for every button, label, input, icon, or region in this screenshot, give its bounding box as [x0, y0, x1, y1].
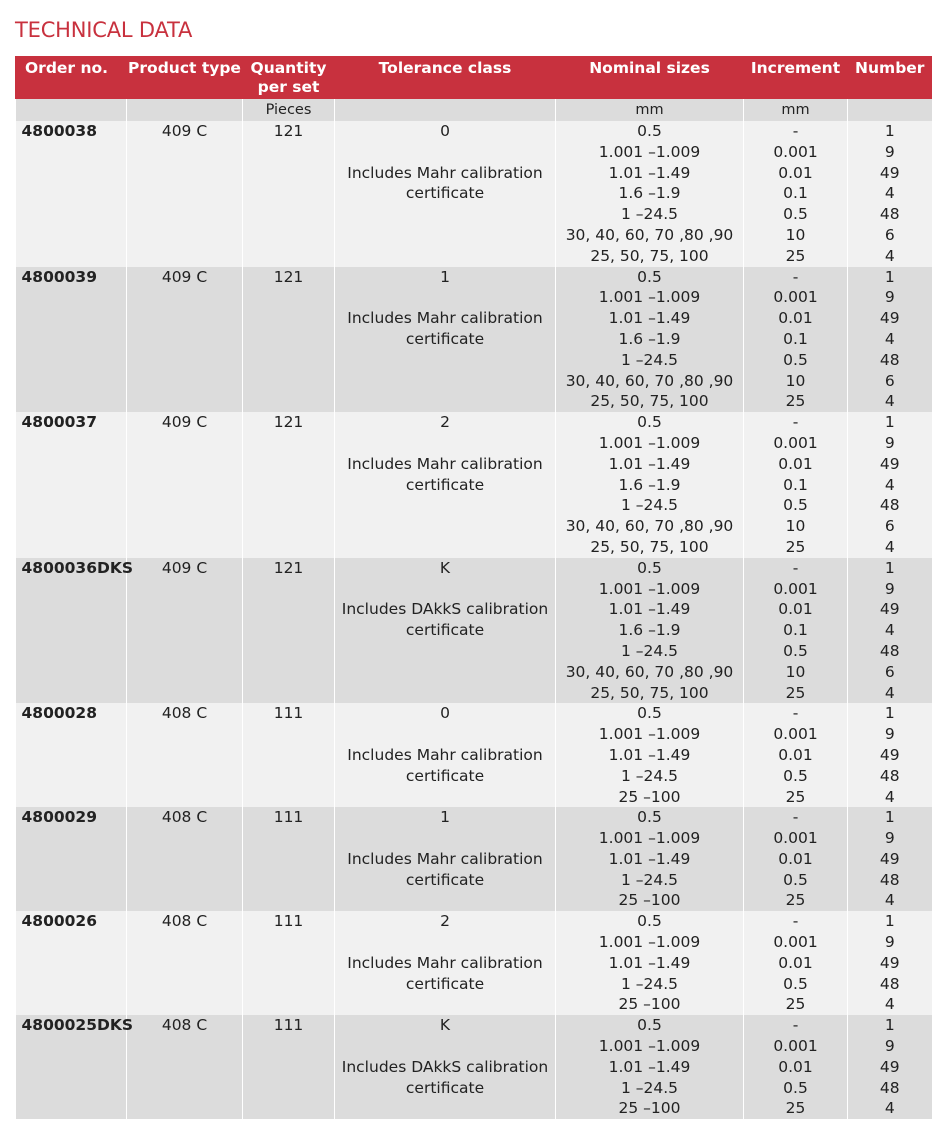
table-row: [16, 412, 932, 558]
increment-value: 0.5: [783, 205, 808, 224]
tolerance-class: K: [439, 558, 451, 577]
order-number: 4800029: [21, 808, 97, 827]
quantity-per-set: 111: [273, 912, 304, 931]
nominal-size: 1.01 –1.49: [608, 454, 691, 473]
nominal-size: 0.5: [637, 808, 662, 827]
unit-nominal: mm: [556, 99, 744, 121]
number-value: 1: [884, 413, 895, 432]
header-increment: Increment: [744, 56, 848, 99]
product-row-group: [16, 911, 932, 1015]
number-value: 49: [879, 454, 900, 473]
product-row-group: [16, 121, 932, 267]
table-row: [16, 703, 932, 807]
tolerance-class: 2: [440, 912, 450, 931]
order-number: 4800026: [21, 912, 97, 931]
unit-increment: mm: [744, 99, 848, 121]
number-value: 9: [884, 725, 895, 744]
nominal-size: 30, 40, 60, 70 ,80 ,90: [565, 662, 734, 681]
unit-number: [848, 99, 932, 121]
nominal-size: 1 –24.5: [620, 870, 679, 889]
increment-value: 0.01: [778, 309, 813, 328]
numbers-list: [848, 807, 932, 911]
increments-list: [744, 267, 847, 413]
nominal-sizes-list: [556, 412, 743, 558]
order-number: 4800037: [21, 413, 97, 432]
product-type: 408 C: [161, 704, 208, 723]
nominal-size: 25, 50, 75, 100: [590, 246, 709, 265]
order-number: 4800038: [21, 122, 97, 140]
calibration-certificate: Includes DAkkS calibration certificate: [341, 1057, 549, 1097]
nominal-size: 1.6 –1.9: [618, 475, 681, 494]
numbers-list: [848, 267, 932, 413]
increment-value: 10: [785, 517, 806, 536]
increment-value: 0.001: [773, 433, 818, 452]
number-value: 49: [879, 1057, 900, 1076]
product-type: 409 C: [161, 122, 208, 140]
order-number: 4800025DKS: [21, 1016, 134, 1035]
number-value: 9: [884, 288, 895, 307]
increment-value: 0.01: [778, 849, 813, 868]
number-value: 48: [879, 1078, 900, 1097]
nominal-size: 0.5: [637, 912, 662, 931]
nominal-size: 25, 50, 75, 100: [590, 683, 709, 702]
product-type: 408 C: [161, 1016, 208, 1035]
increment-value: 0.01: [778, 745, 813, 764]
product-row-group: [16, 412, 932, 558]
nominal-size: 30, 40, 60, 70 ,80 ,90: [565, 517, 734, 536]
increment-value: 0.001: [773, 142, 818, 161]
nominal-sizes-list: [556, 911, 743, 1015]
nominal-size: 1 –24.5: [620, 496, 679, 515]
increments-list: [744, 1015, 847, 1119]
number-value: 48: [879, 870, 900, 889]
numbers-list: [848, 703, 932, 807]
number-value: 1: [884, 1016, 895, 1035]
tolerance-class: K: [439, 1016, 451, 1035]
units-row: [16, 99, 932, 121]
nominal-size: 1.6 –1.9: [618, 184, 681, 203]
quantity-per-set: 121: [273, 267, 304, 286]
numbers-list: [848, 558, 932, 704]
increments-list: [744, 412, 847, 558]
increment-value: 0.5: [783, 974, 808, 993]
nominal-size: 1.01 –1.49: [608, 1057, 691, 1076]
number-value: 1: [884, 122, 895, 140]
numbers-list: [848, 1015, 932, 1119]
product-row-group: [16, 807, 932, 911]
nominal-size: 1.001 –1.009: [598, 433, 701, 452]
calibration-certificate: Includes Mahr calibration certificate: [347, 849, 543, 889]
increment-value: 0.01: [778, 953, 813, 972]
number-value: 4: [884, 787, 895, 806]
tolerance-class: 1: [440, 267, 450, 286]
calibration-certificate: Includes DAkkS calibration certificate: [341, 600, 549, 640]
number-value: 49: [879, 953, 900, 972]
table-row: [16, 267, 932, 413]
nominal-size: 1.6 –1.9: [618, 329, 681, 348]
nominal-size: 1 –24.5: [620, 766, 679, 785]
increment-value: 25: [785, 683, 806, 702]
number-value: 1: [884, 558, 895, 577]
calibration-certificate: Includes Mahr calibration certificate: [347, 953, 543, 993]
header-quantity: Quantity per set: [243, 56, 335, 99]
increment-value: -: [792, 122, 799, 140]
nominal-size: 25, 50, 75, 100: [590, 537, 709, 556]
header-order-no: Order no.: [16, 56, 127, 99]
order-number: 4800036DKS: [21, 558, 134, 577]
increment-value: 10: [785, 662, 806, 681]
number-value: 4: [884, 184, 895, 203]
number-value: 49: [879, 849, 900, 868]
table-row: [16, 558, 932, 704]
table-row: [16, 807, 932, 911]
number-value: 6: [884, 662, 895, 681]
nominal-size: 1 –24.5: [620, 1078, 679, 1097]
increment-value: 0.001: [773, 1037, 818, 1056]
number-value: 48: [879, 766, 900, 785]
nominal-size: 25 –100: [618, 1099, 681, 1118]
nominal-size: 1.01 –1.49: [608, 163, 691, 182]
quantity-per-set: 111: [273, 704, 304, 723]
number-value: 6: [884, 517, 895, 536]
increment-value: 0.5: [783, 641, 808, 660]
product-row-group: [16, 267, 932, 413]
increment-value: -: [792, 704, 799, 723]
number-value: 4: [884, 475, 895, 494]
nominal-size: 25, 50, 75, 100: [590, 392, 709, 411]
number-value: 4: [884, 329, 895, 348]
nominal-size: 0.5: [637, 122, 662, 140]
nominal-sizes-list: [556, 267, 743, 413]
nominal-size: 1.001 –1.009: [598, 288, 701, 307]
increment-value: 10: [785, 225, 806, 244]
number-value: 4: [884, 537, 895, 556]
nominal-size: 25 –100: [618, 995, 681, 1014]
increment-value: 0.001: [773, 725, 818, 744]
number-value: 48: [879, 974, 900, 993]
nominal-size: 1.01 –1.49: [608, 745, 691, 764]
nominal-size: 25 –100: [618, 787, 681, 806]
nominal-sizes-list: [556, 807, 743, 911]
increment-value: 0.5: [783, 870, 808, 889]
number-value: 49: [879, 163, 900, 182]
number-value: 9: [884, 829, 895, 848]
nominal-size: 1.001 –1.009: [598, 933, 701, 952]
header-product-type: Product type: [127, 56, 243, 99]
header-nominal-sizes: Nominal sizes: [556, 56, 744, 99]
header-number: Number: [848, 56, 932, 99]
unit-order-no: [16, 99, 127, 121]
number-value: 49: [879, 745, 900, 764]
increment-value: 0.01: [778, 1057, 813, 1076]
nominal-size: 0.5: [637, 1016, 662, 1035]
nominal-size: 0.5: [637, 413, 662, 432]
tolerance-class: 0: [440, 122, 450, 140]
product-type: 408 C: [161, 808, 208, 827]
number-value: 1: [884, 912, 895, 931]
table-row: [16, 1015, 932, 1119]
nominal-size: 30, 40, 60, 70 ,80 ,90: [565, 225, 734, 244]
increment-value: -: [792, 912, 799, 931]
unit-quantity: Pieces: [243, 99, 335, 121]
number-value: 9: [884, 579, 895, 598]
nominal-size: 25 –100: [618, 891, 681, 910]
number-value: 49: [879, 309, 900, 328]
product-type: 409 C: [161, 267, 208, 286]
increment-value: 25: [785, 537, 806, 556]
quantity-per-set: 111: [273, 1016, 304, 1035]
nominal-size: 0.5: [637, 704, 662, 723]
tolerance-class: 1: [440, 808, 450, 827]
increment-value: 25: [785, 787, 806, 806]
quantity-per-set: 121: [273, 413, 304, 432]
increment-value: 25: [785, 891, 806, 910]
product-type: 409 C: [161, 413, 208, 432]
product-row-group: [16, 558, 932, 704]
nominal-size: 0.5: [637, 558, 662, 577]
number-value: 4: [884, 891, 895, 910]
number-value: 4: [884, 995, 895, 1014]
numbers-list: [848, 412, 932, 558]
technical-data-table: [15, 56, 932, 1119]
increment-value: 0.01: [778, 454, 813, 473]
product-row-group: [16, 1015, 932, 1119]
unit-tolerance: [335, 99, 556, 121]
number-value: 4: [884, 246, 895, 265]
increment-value: 0.001: [773, 288, 818, 307]
table-row: [16, 121, 932, 267]
number-value: 1: [884, 808, 895, 827]
nominal-size: 30, 40, 60, 70 ,80 ,90: [565, 371, 734, 390]
increment-value: 10: [785, 371, 806, 390]
number-value: 9: [884, 933, 895, 952]
table-row: [16, 911, 932, 1015]
number-value: 4: [884, 392, 895, 411]
number-value: 48: [879, 496, 900, 515]
tolerance-class: 0: [440, 704, 450, 723]
increment-value: 0.5: [783, 496, 808, 515]
increment-value: 0.01: [778, 600, 813, 619]
nominal-size: 1.001 –1.009: [598, 1037, 701, 1056]
increment-value: -: [792, 413, 799, 432]
product-type: 408 C: [161, 912, 208, 931]
product-type: 409 C: [161, 558, 208, 577]
increment-value: 0.5: [783, 350, 808, 369]
nominal-sizes-list: [556, 1015, 743, 1119]
page-title: TECHNICAL DATA: [15, 18, 193, 42]
unit-product-type: [127, 99, 243, 121]
increments-list: [744, 121, 847, 267]
nominal-size: 1 –24.5: [620, 205, 679, 224]
increment-value: 0.1: [783, 184, 808, 203]
increments-list: [744, 703, 847, 807]
header-row: [16, 56, 932, 99]
nominal-size: 1.001 –1.009: [598, 725, 701, 744]
number-value: 4: [884, 621, 895, 640]
quantity-per-set: 121: [273, 122, 304, 140]
product-row-group: [16, 703, 932, 807]
calibration-certificate: Includes Mahr calibration certificate: [347, 745, 543, 785]
nominal-sizes-list: [556, 703, 743, 807]
increment-value: 0.001: [773, 829, 818, 848]
number-value: 4: [884, 683, 895, 702]
increment-value: 25: [785, 392, 806, 411]
increments-list: [744, 558, 847, 704]
increment-value: 0.5: [783, 1078, 808, 1097]
nominal-sizes-list: [556, 121, 743, 267]
quantity-per-set: 111: [273, 808, 304, 827]
header-tolerance-class: Tolerance class: [335, 56, 556, 99]
nominal-size: 1.6 –1.9: [618, 621, 681, 640]
number-value: 1: [884, 267, 895, 286]
number-value: 1: [884, 704, 895, 723]
increment-value: 0.5: [783, 766, 808, 785]
increment-value: 0.1: [783, 329, 808, 348]
calibration-certificate: Includes Mahr calibration certificate: [347, 163, 543, 203]
increment-value: 0.001: [773, 933, 818, 952]
nominal-size: 1 –24.5: [620, 974, 679, 993]
nominal-size: 1.01 –1.49: [608, 849, 691, 868]
number-value: 48: [879, 350, 900, 369]
nominal-size: 1.01 –1.49: [608, 600, 691, 619]
order-number: 4800028: [21, 704, 97, 723]
number-value: 49: [879, 600, 900, 619]
number-value: 9: [884, 1037, 895, 1056]
increment-value: -: [792, 1016, 799, 1035]
order-number: 4800039: [21, 267, 97, 286]
calibration-certificate: Includes Mahr calibration certificate: [347, 309, 543, 348]
increment-value: -: [792, 267, 799, 286]
number-value: 9: [884, 142, 895, 161]
increments-list: [744, 807, 847, 911]
number-value: 6: [884, 225, 895, 244]
increment-value: -: [792, 808, 799, 827]
increment-value: 25: [785, 1099, 806, 1118]
nominal-size: 1.001 –1.009: [598, 142, 701, 161]
number-value: 48: [879, 205, 900, 224]
nominal-size: 1.01 –1.49: [608, 953, 691, 972]
increments-list: [744, 911, 847, 1015]
increment-value: 25: [785, 995, 806, 1014]
calibration-certificate: Includes Mahr calibration certificate: [347, 454, 543, 494]
number-value: 4: [884, 1099, 895, 1118]
numbers-list: [848, 121, 932, 267]
number-value: 9: [884, 433, 895, 452]
nominal-size: 1.001 –1.009: [598, 579, 701, 598]
number-value: 6: [884, 371, 895, 390]
increment-value: 0.1: [783, 475, 808, 494]
increment-value: 0.001: [773, 579, 818, 598]
number-value: 48: [879, 641, 900, 660]
increment-value: 0.1: [783, 621, 808, 640]
nominal-size: 1 –24.5: [620, 350, 679, 369]
nominal-sizes-list: [556, 558, 743, 704]
nominal-size: 1.001 –1.009: [598, 829, 701, 848]
increment-value: 25: [785, 246, 806, 265]
increment-value: -: [792, 558, 799, 577]
numbers-list: [848, 911, 932, 1015]
increment-value: 0.01: [778, 163, 813, 182]
nominal-size: 1 –24.5: [620, 641, 679, 660]
tolerance-class: 2: [440, 413, 450, 432]
quantity-per-set: 121: [273, 558, 304, 577]
nominal-size: 0.5: [637, 267, 662, 286]
nominal-size: 1.01 –1.49: [608, 309, 691, 328]
